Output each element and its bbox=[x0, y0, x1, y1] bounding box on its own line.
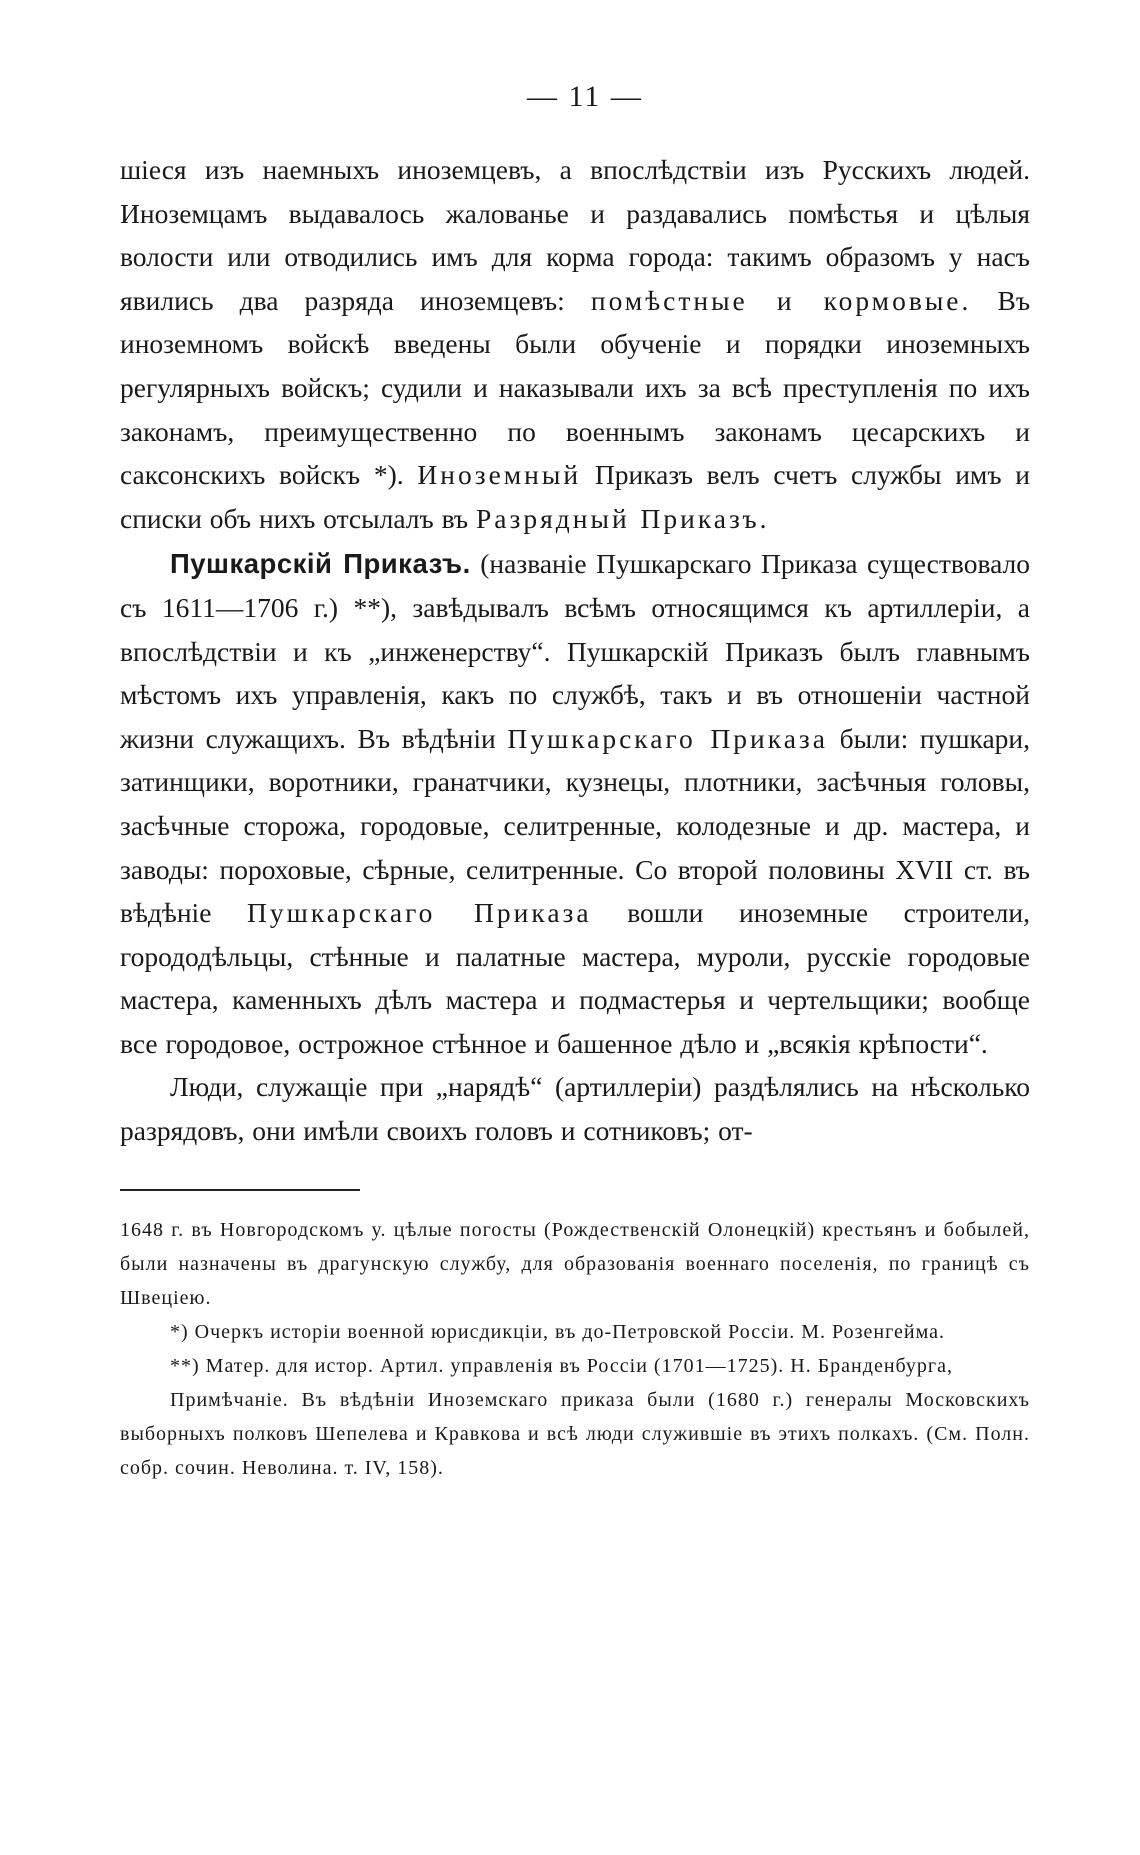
footnote-continued: 1648 г. въ Новгородскомъ у. цѣлые погосты (Рождественскій Олонецкій) крестьянъ и бобылей, были назначены въ драгунскую службу, для образованія военнаго поселенія, по границѣ съ Швеціею. bbox=[120, 1218, 1030, 1309]
para1-spaced-pomestnye: помѣстные и кормовые. bbox=[590, 284, 972, 316]
para1-text-a: шіеся изъ наемныхъ иноземцевъ, а впослѣдствіи изъ Русскихъ людей. Иноземцамъ выдавалось жалованье и раздавались помѣстья и цѣлыя волости или отводились имъ для корма города: такимъ образомъ у насъ явились два разряда иноземцевъ: bbox=[120, 154, 1030, 316]
para2-text-e: вошли иноземные строители, горододѣльцы, стѣнные и палатные мастера, муроли, русскіе городовые мастера, каменныхъ дѣлъ мастера и подмастерья и чертельщики; вообще все городовое, острожное стѣнное и башенное дѣло и „всякія крѣпости“. bbox=[120, 897, 1030, 1059]
page-number: — 11 — bbox=[527, 80, 643, 113]
footnote-note: Примѣчаніе. Въ вѣдѣніи Иноземскаго приказа были (1680 г.) генералы Московскихъ выборныхъ полковъ Шепелева и Кравкова и всѣ люди служившіе въ этихъ полкахъ. (См. Полн. собр. сочин. Неволина. т. IV, 158). bbox=[120, 1388, 1030, 1479]
para1-text-c: Въ иноземномъ войскѣ введены были обученіе и порядки иноземныхъ регулярныхъ войскъ; судили и наказывали ихъ за всѣ преступленія по ихъ законамъ, преимущественно по военнымъ законамъ цесарскихъ и саксонскихъ войскъ *). bbox=[120, 284, 1031, 491]
para1-spaced-inozemny: Иноземный bbox=[417, 459, 582, 491]
paragraph-lyudi: Люди, служащіе при „нарядѣ“ (артиллеріи) раздѣлялись на нѣсколько разрядовъ, они имѣли своихъ головъ и сотниковъ; от- bbox=[120, 1071, 1030, 1147]
footnote-divider bbox=[120, 1189, 360, 1191]
para2-text-c: были: пушкари, затинщики, воротники, гранатчики, кузнецы, плотники, засѣчныя головы, засѣчные сторожа, городовые, селитренные, колодезные и др. мастера, и заводы: пороховые, сѣрные, селитренные. Со второй половины XVII ст. въ вѣдѣніе bbox=[120, 722, 1031, 929]
footnotes bbox=[120, 1213, 1030, 1485]
paragraph-inozemny bbox=[120, 148, 1030, 540]
paragraph-pushkarsky bbox=[120, 542, 1030, 1065]
footnote-2: **) Матер. для истор. Артил. управленія въ Россіи (1701—1725). Н. Бранденбурга, bbox=[170, 1354, 954, 1377]
footnote-1: *) Очеркъ исторіи военной юрисдикціи, въ до-Петровской Россіи. М. Розенгейма. bbox=[170, 1320, 946, 1343]
main-text bbox=[120, 148, 1030, 1153]
section-heading-pushkarsky: Пушкарскій Приказъ. bbox=[170, 548, 471, 580]
para1-text-e: Приказъ велъ счетъ службы имъ и списки объ нихъ отсылалъ въ bbox=[120, 459, 1031, 534]
book-page bbox=[120, 80, 1030, 1840]
para1-spaced-razryadny: Разрядный Приказъ. bbox=[476, 502, 770, 534]
para2-text-a: (названіе Пушкарскаго Приказа существовало съ 1611—1706 г.) **), завѣдывалъ всѣмъ относящимся къ артиллеріи, а впослѣдствіи и къ „инженерству“. Пушкарскій Приказъ былъ главнымъ мѣстомъ ихъ управленія, какъ по службѣ, такъ и въ отношеніи частной жизни служащихъ. Въ вѣдѣніи bbox=[120, 548, 1030, 754]
para2-spaced-2: Пушкарскаго Приказа bbox=[247, 897, 592, 929]
para2-spaced-1: Пушкарскаго Приказа bbox=[507, 722, 828, 754]
